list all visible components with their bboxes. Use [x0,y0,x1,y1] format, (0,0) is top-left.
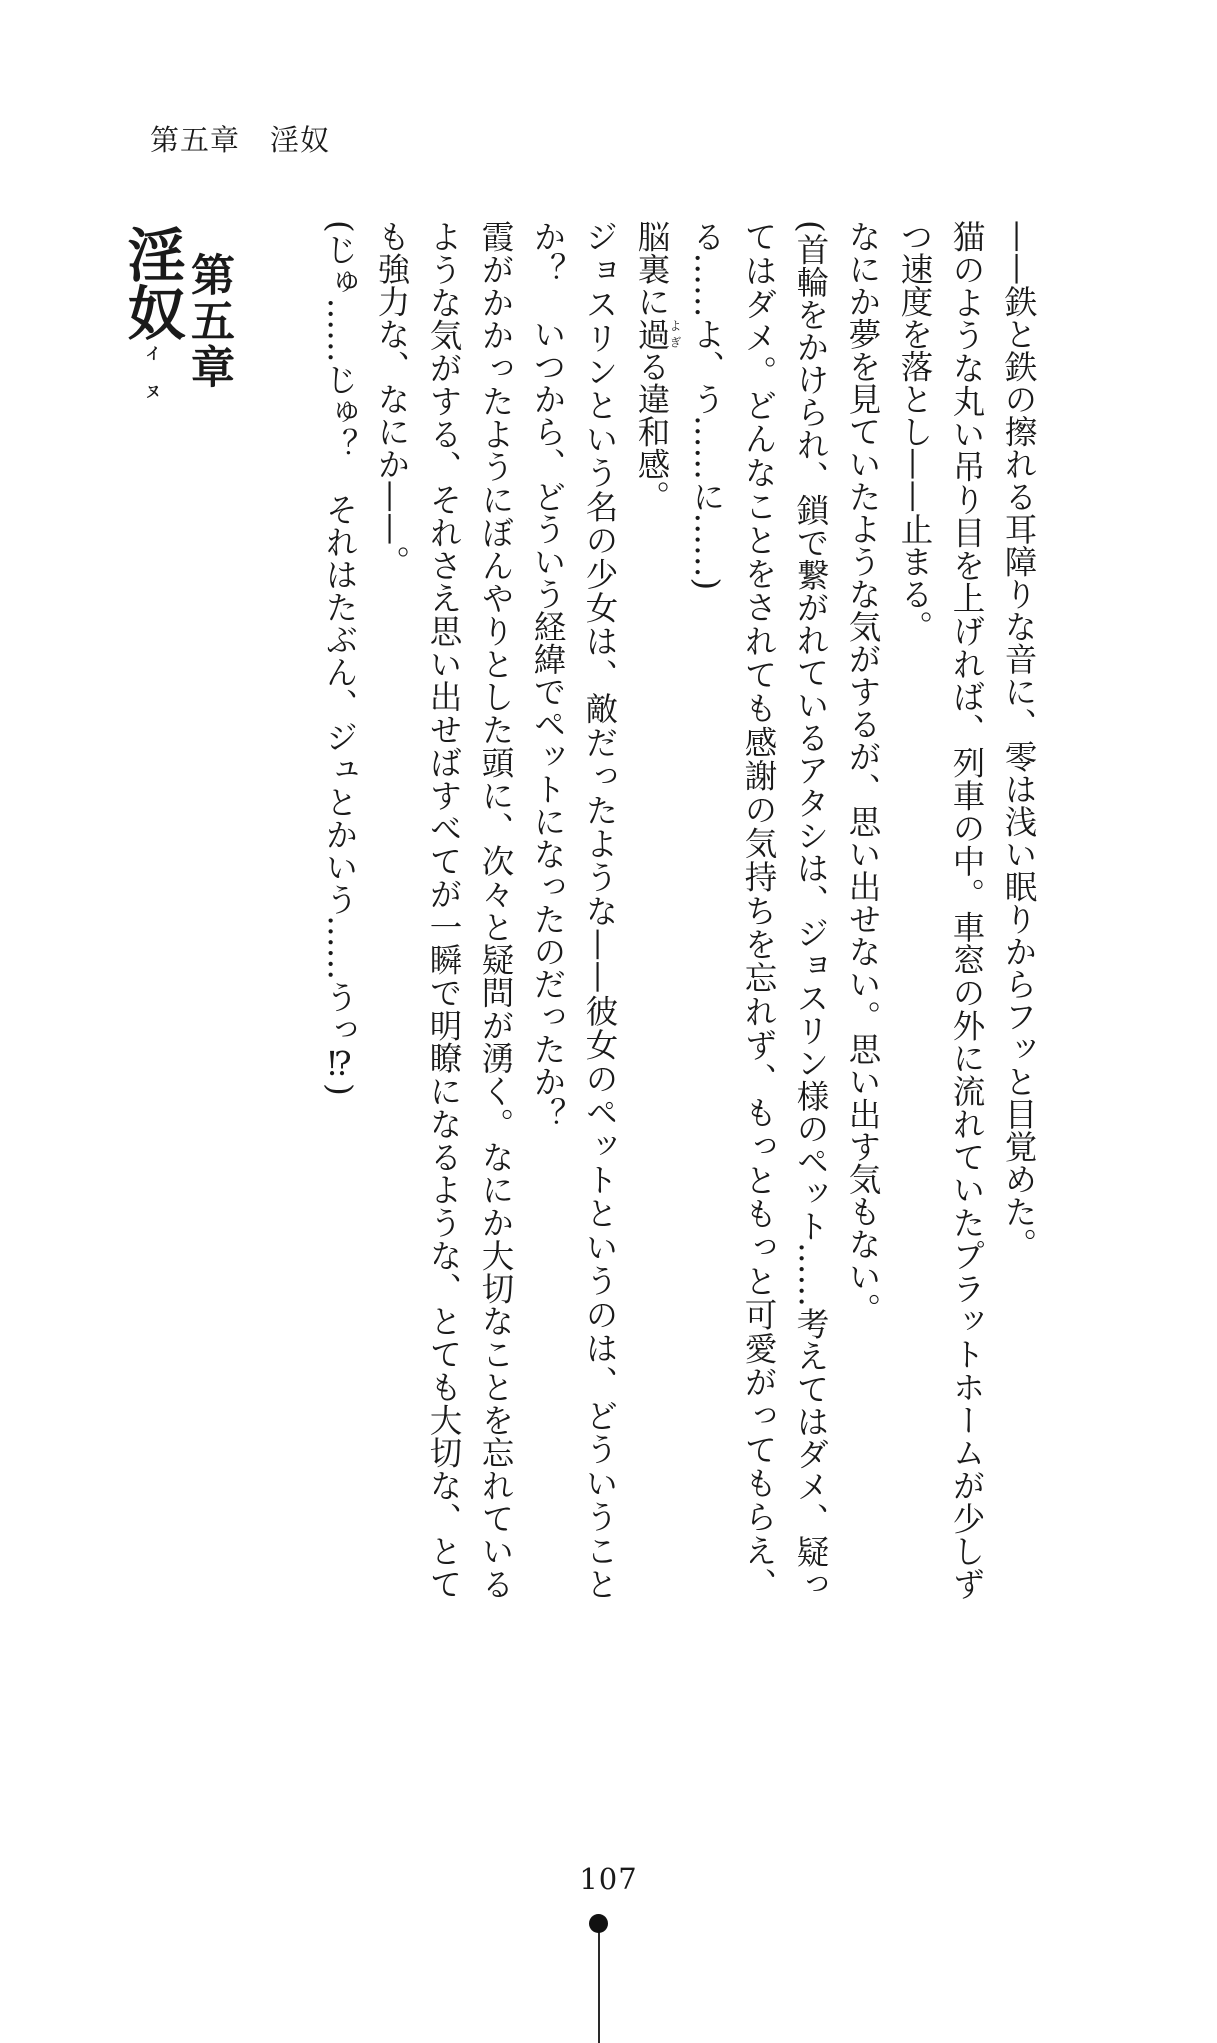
chapter-title: 淫奴 [117,225,186,341]
paragraph: 猫のような丸い吊り目を上げれば、列車の中。車窓の外に流れていたプラットホームが少しずつ速度を落とし——止まる。 [896,220,986,1600]
paragraph: ——鉄と鉄の擦れる耳障りな音に、零は浅い眠りからフッと目覚めた。 [1000,220,1038,1260]
page-number: 107 [579,1862,638,1896]
ruby-before-text: 脳裏に [633,220,671,318]
running-header: 第五章 淫奴 [150,123,331,157]
body-text [150,220,1045,1600]
paragraph: (じゅ……じゅ？ それはたぶん、ジュとかいう……うっ⁉) [321,220,359,1096]
ruby-after-text: る違和感。 [633,350,671,513]
ruby-word [633,317,682,351]
chapter-number: 第五章 [183,252,234,390]
ruby-base: 過 [633,317,671,350]
ruby-reading: よぎ [668,317,682,350]
chapter-title-ruby: イヌ [142,345,162,421]
paragraph: 霞がかかったようにぼんやりとした頭に、次々と疑問が湧く。なにか大切なことを忘れているような気がする、それさえ思い出せばすべてが一瞬で明瞭になるような、とても大切な、とても強力な、なにか——。 [373,220,515,1600]
paragraph: (首輪をかけられ、鎖で繋がれているアタシは、ジョスリン様のペット……考えてはダメ、疑ってはダメ。どんなことをされても感謝の気持ちを忘れず、もっともっと可愛がってもらえ、る……よ、う……に……) [688,220,830,1600]
page-marker-line [598,1925,600,2043]
paragraph-with-ruby [626,220,681,1600]
paragraph: ジョスリンという名の少女は、敵だったような——彼女のペットというのは、どういうことか？ いつから、どういう経緯でペットになったのだったか？ [529,220,619,1600]
page-marker-dot [589,1914,608,1933]
paragraph: なにか夢を見ていたような気がするが、思い出せない。思い出す気もない。 [844,220,882,1325]
